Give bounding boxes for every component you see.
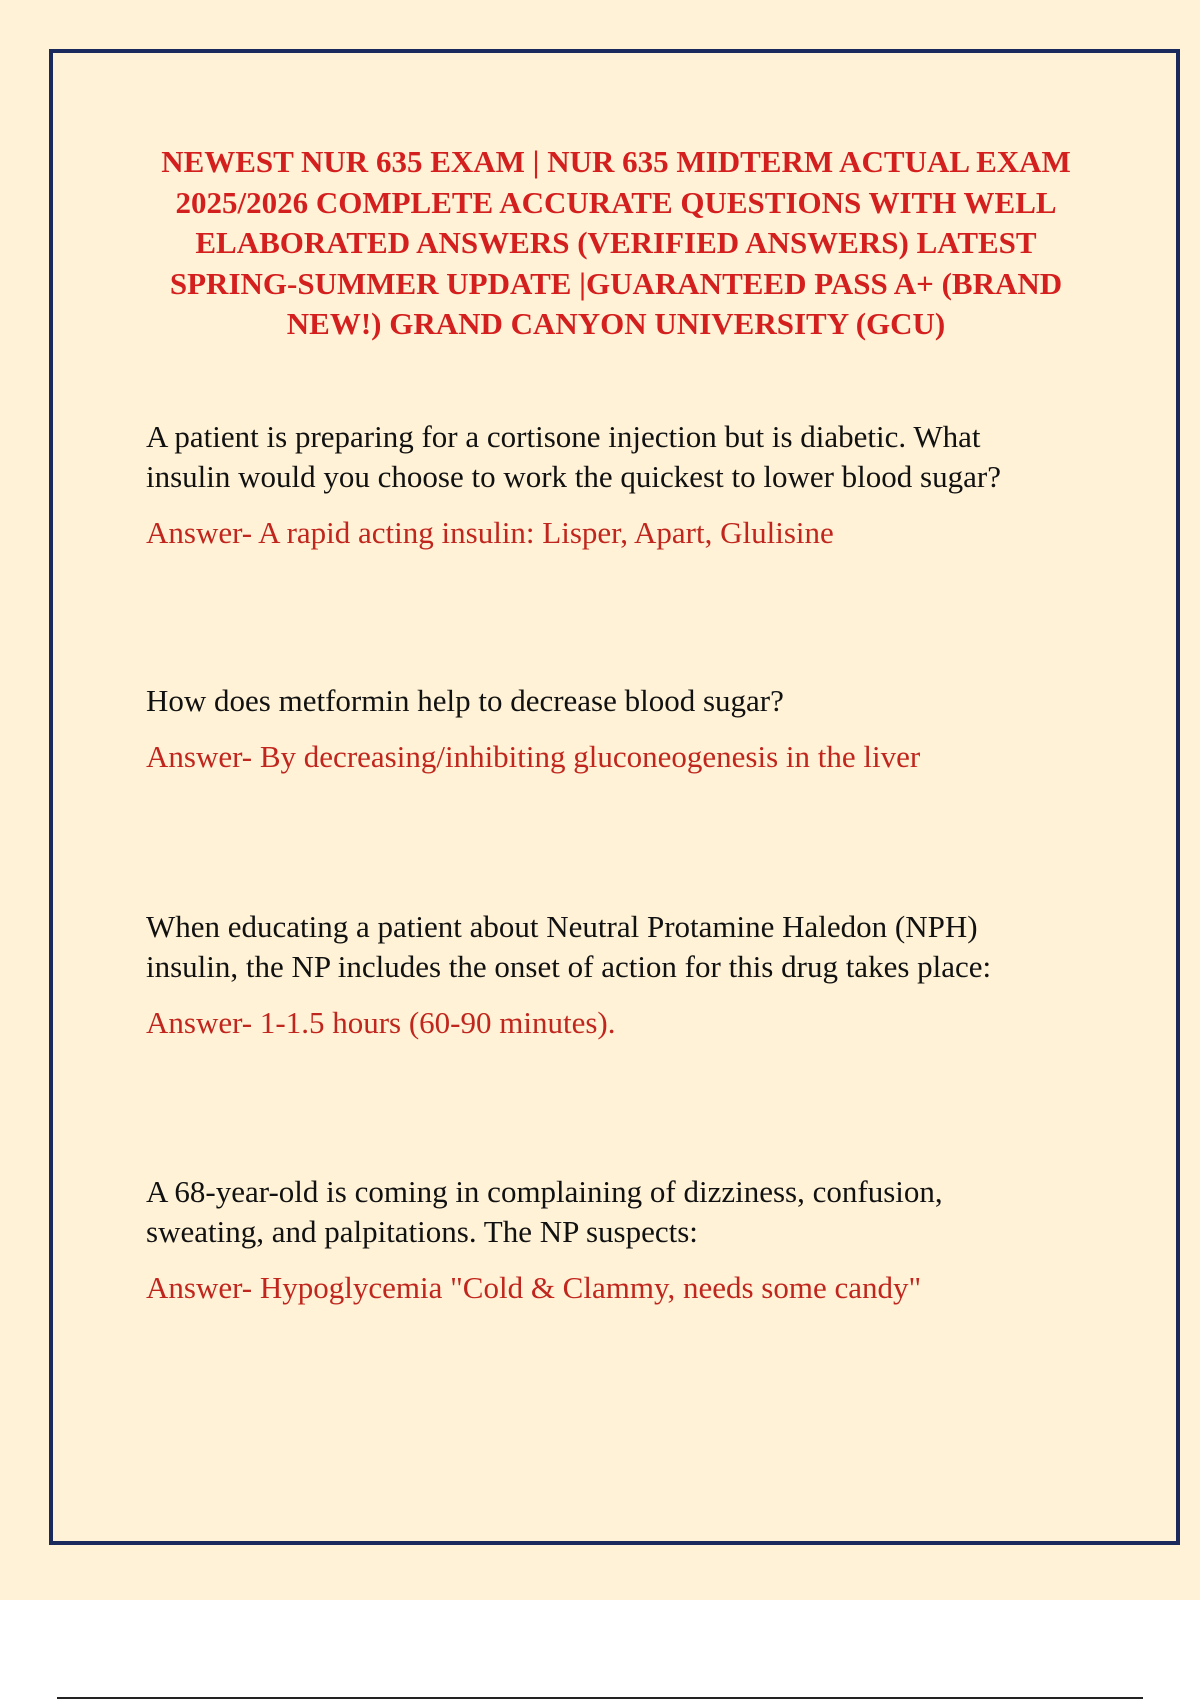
qa-item-1	[146, 417, 1066, 553]
question-text: When educating a patient about Neutral Protamine Haledon (NPH) insulin, the NP includes the onset of action for this drug takes place:	[146, 909, 992, 984]
qa-item-2	[146, 681, 1066, 777]
answer-text: Answer- A rapid acting insulin: Lisper, Apart, Glulisine	[146, 515, 834, 550]
question-text: How does metformin help to decrease blood sugar?	[146, 683, 784, 718]
question-text: A 68-year-old is coming in complaining of dizziness, confusion, sweating, and palpitations. The NP suspects:	[146, 1174, 943, 1249]
question-text: A patient is preparing for a cortisone injection but is diabetic. What insulin would you choose to work the quickest to lower blood sugar?	[146, 419, 1001, 494]
answer-text: Answer- By decreasing/inhibiting gluconeogenesis in the liver	[146, 739, 921, 774]
answer-text: Answer- Hypoglycemia "Cold & Clammy, needs some candy"	[146, 1270, 922, 1305]
answer-text: Answer- 1-1.5 hours (60-90 minutes).	[146, 1005, 616, 1040]
qa-item-4	[146, 1172, 1066, 1308]
footer-divider	[57, 1697, 1143, 1699]
qa-item-3	[146, 907, 1066, 1043]
document-title: NEWEST NUR 635 EXAM | NUR 635 MIDTERM ACTUAL EXAM 2025/2026 COMPLETE ACCURATE QUESTIONS WITH WELL ELABORATED ANSWERS (VERIFIED ANSWERS) LATEST SPRING-SUMMER UPDATE |GUARANTEED PASS A+ (BRAND NEW!) GRAND CANYON UNIVERSITY (GCU)	[161, 144, 1071, 341]
